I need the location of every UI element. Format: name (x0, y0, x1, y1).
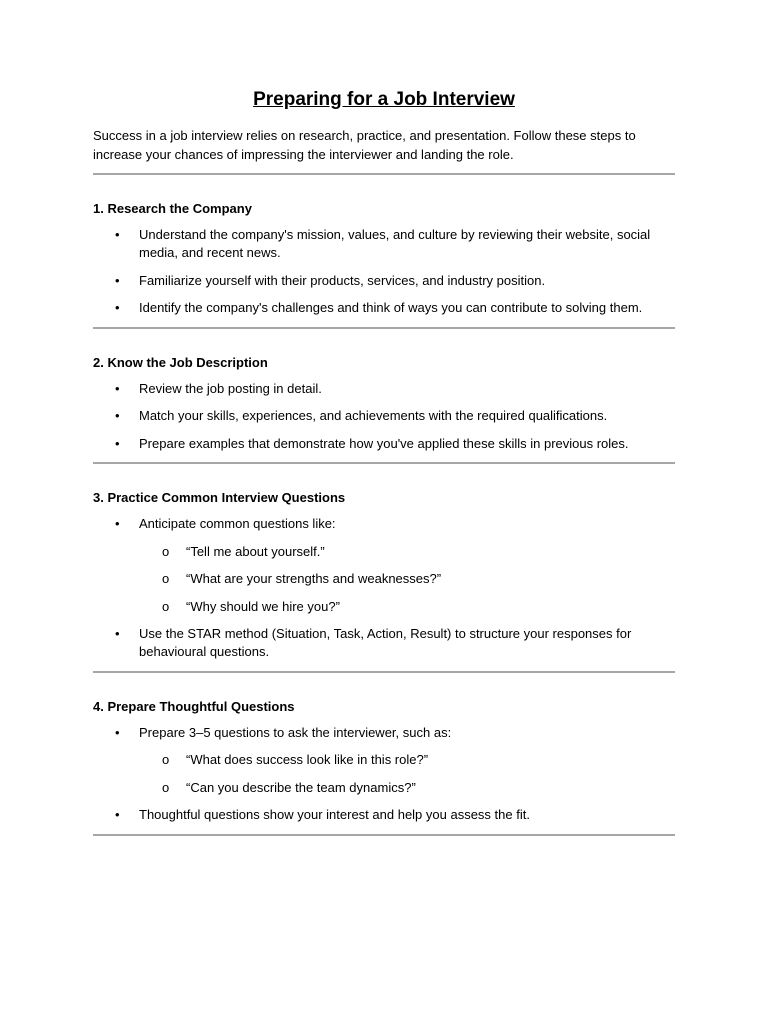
bullet-icon: • (115, 300, 120, 315)
list-item-text: Familiarize yourself with their products, services, and industry position. (139, 272, 546, 288)
bullet-list (93, 724, 675, 825)
horizontal-rule (93, 462, 675, 464)
sub-list-item-text: “What are your strengths and weaknesses?” (186, 571, 442, 586)
list-item-text: Anticipate common questions like: (139, 516, 336, 531)
list-item (93, 625, 675, 661)
list-item-text: Use the STAR method (Situation, Task, Action, Result) to structure your responses for behavioural questions. (139, 626, 632, 659)
circle-bullet-icon: o (162, 598, 170, 614)
list-item (93, 724, 675, 797)
bullet-list (93, 226, 675, 317)
bullet-list (93, 380, 675, 453)
bullet-icon: • (115, 516, 120, 531)
bullet-icon: • (115, 272, 120, 288)
sub-list-item (139, 751, 675, 769)
list-item (93, 380, 675, 398)
list-item (93, 226, 675, 262)
bullet-icon: • (115, 626, 120, 641)
list-item (93, 435, 675, 453)
horizontal-rule (93, 834, 675, 836)
circle-bullet-icon: o (162, 543, 170, 559)
document-title: Preparing for a Job Interview (253, 89, 515, 110)
section-heading: 4. Prepare Thoughtful Questions (93, 698, 295, 714)
sub-list (139, 751, 675, 797)
section-heading: 3. Practice Common Interview Questions (93, 490, 346, 505)
bullet-icon: • (115, 408, 120, 423)
sub-list-item-text: “Can you describe the team dynamics?” (186, 779, 416, 795)
list-item (93, 806, 675, 824)
section-practice-questions (93, 489, 675, 673)
bullet-list (93, 515, 675, 661)
list-item-text: Match your skills, experiences, and achievements with the required qualifications. (139, 408, 608, 423)
section-heading: 2. Know the Job Description (93, 354, 268, 370)
bullet-icon: • (115, 380, 120, 396)
list-item (93, 407, 675, 425)
bullet-icon: • (115, 435, 120, 451)
circle-bullet-icon: o (162, 571, 170, 586)
horizontal-rule (93, 173, 675, 175)
section-research-company (93, 200, 675, 329)
sub-list-item (139, 543, 675, 561)
list-item (93, 299, 675, 317)
circle-bullet-icon: o (162, 752, 170, 767)
sub-list-item-text: “Tell me about yourself.” (186, 543, 325, 559)
bullet-icon: • (115, 807, 120, 822)
list-item (93, 272, 675, 290)
horizontal-rule (93, 327, 675, 329)
horizontal-rule (93, 671, 675, 673)
list-item-text: Thoughtful questions show your interest and help you assess the fit. (139, 807, 530, 822)
bullet-icon: • (115, 227, 120, 242)
list-item-text: Identify the company's challenges and think of ways you can contribute to solving them. (139, 300, 643, 315)
sub-list (139, 543, 675, 616)
list-item (93, 515, 675, 616)
sub-list-item (139, 779, 675, 797)
list-item-text: Prepare examples that demonstrate how you've applied these skills in previous roles. (139, 435, 629, 451)
circle-bullet-icon: o (162, 779, 170, 795)
section-thoughtful-questions (93, 698, 675, 836)
section-job-description (93, 354, 675, 465)
intro-paragraph: Success in a job interview relies on research, practice, and presentation. Follow these steps to increase your chances of impressing the interviewer and landing the role. (93, 128, 636, 162)
sub-list-item-text: “Why should we hire you?” (186, 598, 340, 614)
sub-list-item (139, 570, 675, 588)
document-page (93, 88, 675, 836)
bullet-icon: • (115, 724, 120, 740)
list-item-text: Prepare 3–5 questions to ask the interviewer, such as: (139, 724, 452, 740)
sub-list-item-text: “What does success look like in this role?” (186, 752, 429, 767)
section-heading: 1. Research the Company (93, 201, 252, 216)
sub-list-item (139, 598, 675, 616)
list-item-text: Understand the company's mission, values, and culture by reviewing their website, social media, and recent news. (139, 227, 651, 260)
list-item-text: Review the job posting in detail. (139, 380, 322, 396)
